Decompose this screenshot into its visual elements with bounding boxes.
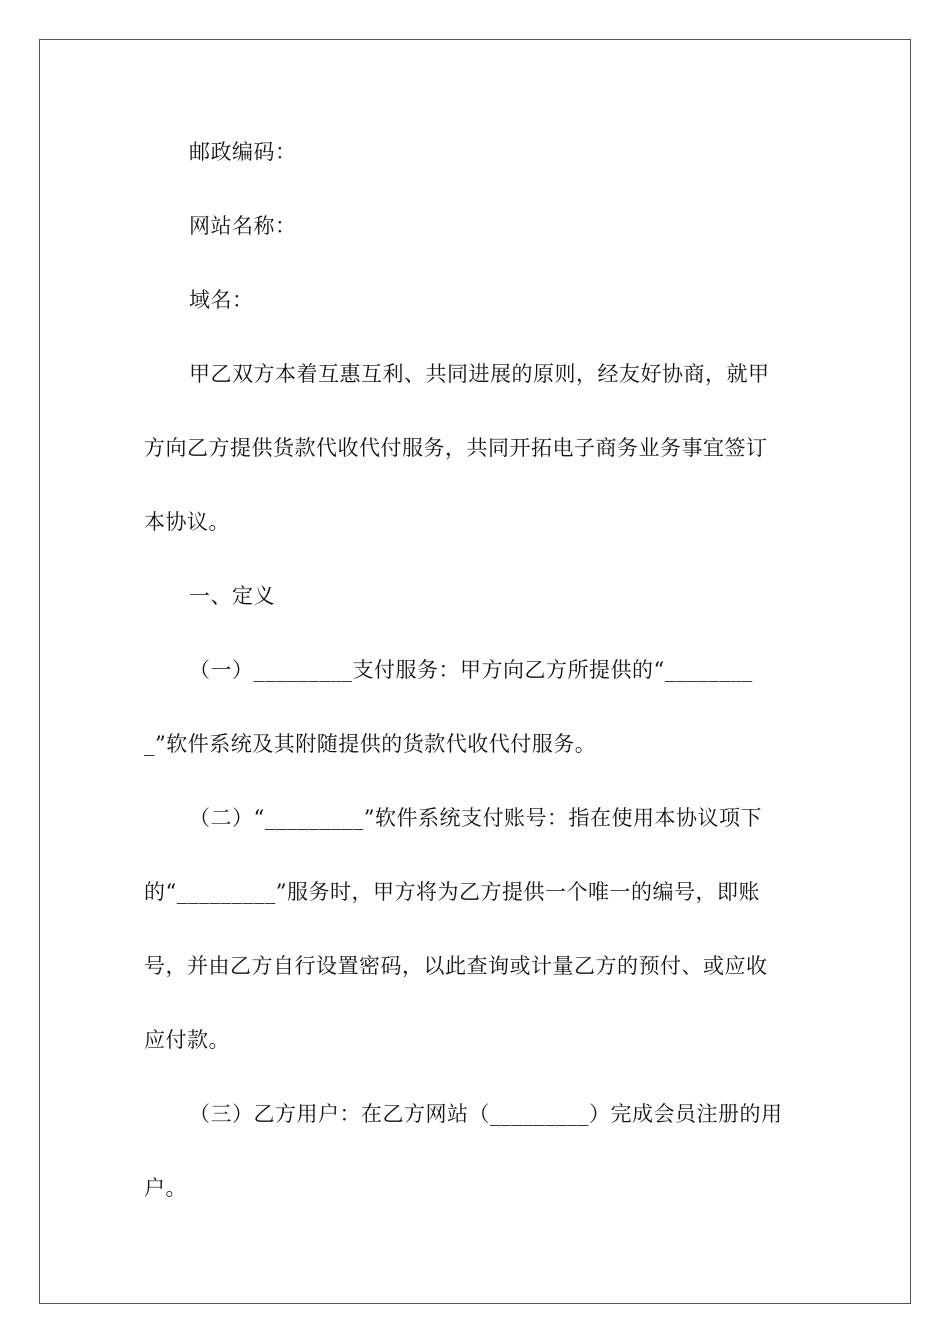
definition-3-line-2: 户。 [144,1176,187,1200]
definition-1-line-1: （一）_________支付服务：甲方向乙方所提供的“________ [189,658,753,682]
preamble-line-1: 甲乙双方本着互惠互利、共同进展的原则，经友好协商，就甲 [189,362,770,386]
definition-2-line-2: 的“_________”服务时，甲方将为乙方提供一个唯一的编号，即账 [144,880,760,904]
section-heading-definitions: 一、定义 [189,584,275,608]
postal-code-line: 邮政编码： [189,140,297,164]
definition-1-line-2: _”软件系统及其附随提供的货款代收代付服务。 [144,732,597,756]
preamble-line-3: 本协议。 [144,510,230,534]
document-body [144,122,809,1232]
website-name-line: 网站名称： [189,214,297,238]
definition-2-line-4: 应付款。 [144,1028,230,1052]
definition-2-line-3: 号，并由乙方自行设置密码，以此查询或计量乙方的预付、或应收 [144,954,768,978]
definition-2-line-1: （二）“_________”软件系统支付账号：指在使用本协议项下 [189,806,762,830]
preamble-line-2: 方向乙方提供货款代收代付服务，共同开拓电子商务业务事宜签订 [144,436,768,460]
definition-3-line-1: （三）乙方用户：在乙方网站（_________）完成会员注册的用 [189,1102,783,1126]
domain-line: 域名： [189,288,254,312]
